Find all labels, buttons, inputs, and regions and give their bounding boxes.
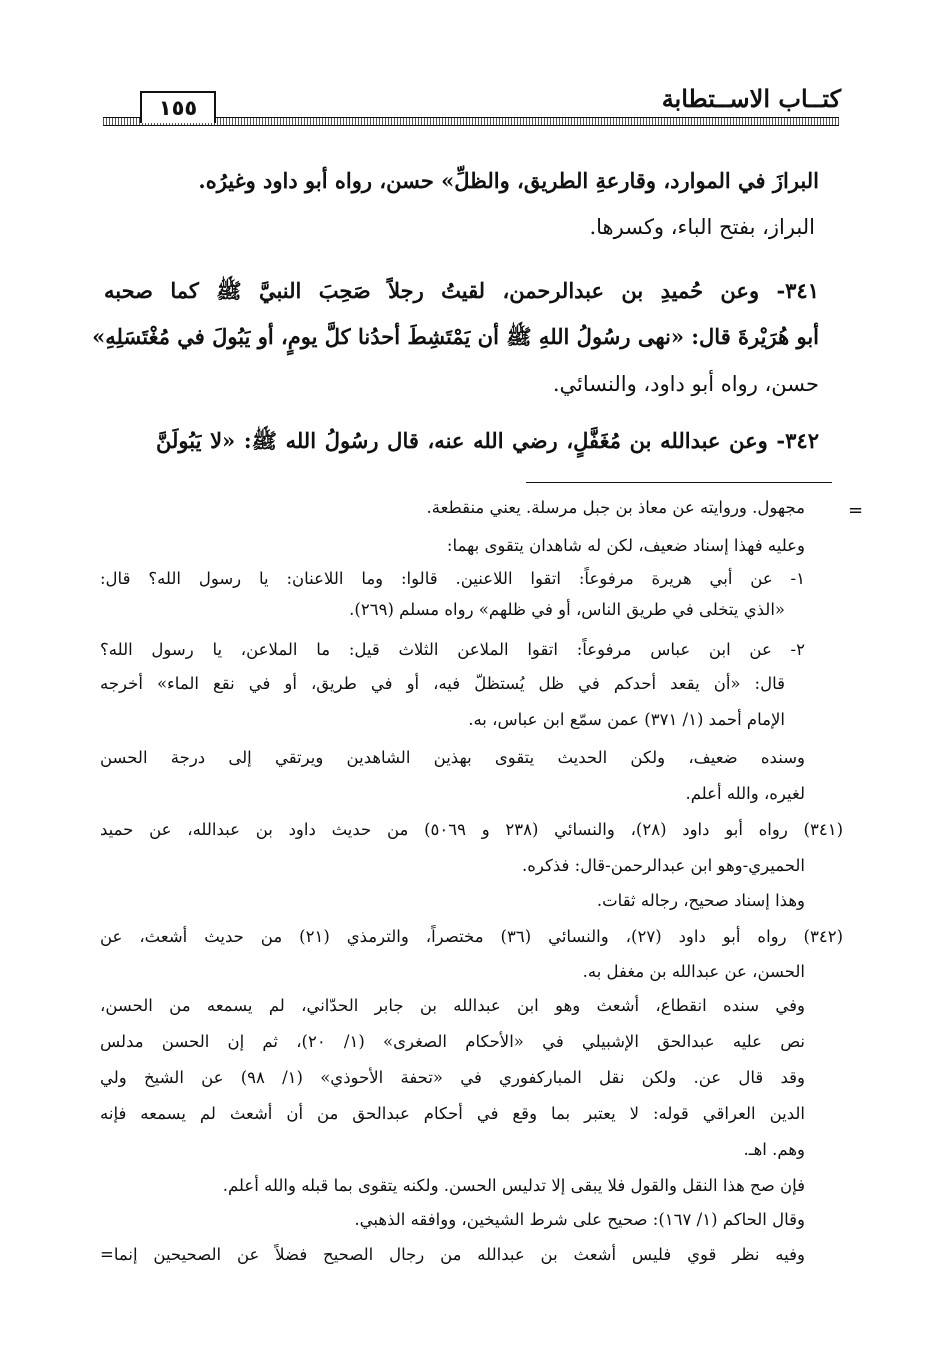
footnote-line: ٢- عن ابن عباس مرفوعاً: اتقوا الملاعن الثلاث قيل: ما الملاعن، يا رسول الله؟ bbox=[100, 640, 805, 659]
footnote-342-line: فإن صح هذا النقل والقول فلا يبقى إلا تدليس الحسن. ولكنه يتقوى بما قبله والله أعلم. bbox=[222, 1176, 805, 1195]
footnote-342-line: نص عليه عبدالحق الإشبيلي في «الأحكام الصغرى» (١/ ٢٠)، ثم إن الحسن مدلس bbox=[100, 1032, 805, 1051]
footnote-342-line: وفيه نظر قوي فليس أشعث بن عبدالله من رجال الصحيح فضلاً عن الصحيحين إنما= bbox=[100, 1245, 805, 1264]
chapter-title: كتــاب الاســتطابة bbox=[661, 84, 841, 113]
hadith-341-line: ٣٤١- وعن حُميدِ بن عبدالرحمن، لقيتُ رجلاً صَحِبَ النبيَّ ﷺ كما صحبه bbox=[104, 278, 819, 303]
continuation-mark: = bbox=[848, 500, 864, 521]
footnote-line: وعليه فهذا إسناد ضعيف، لكن له شاهدان يتقوى بهما: bbox=[446, 536, 805, 555]
footnote-341-line: الحميري-وهو ابن عبدالرحمن-قال: فذكره. bbox=[522, 856, 805, 875]
hadith-341-line: حسن، رواه أبو داود، والنسائي. bbox=[552, 372, 819, 396]
footnote-line: ١- عن أبي هريرة مرفوعاً: اتقوا اللاعنين. قالوا: وما اللاعنان: يا رسول الله؟ قال: bbox=[100, 569, 805, 588]
footnote-341-line: وهذا إسناد صحيح، رجاله ثقات. bbox=[596, 891, 805, 910]
footnote-342-line: وهم. اهـ. bbox=[743, 1140, 805, 1159]
footnote-line: وسنده ضعيف، ولكن الحديث يتقوى بهذين الشاهدين ويرتقي إلى درجة الحسن bbox=[100, 748, 805, 767]
main-text-line: البرازَ في الموارد، وقارعةِ الطريق، والظلِّ» حسن، رواه أبو داود وغيرُه. bbox=[198, 168, 819, 193]
footnote-separator bbox=[526, 482, 832, 483]
footnote-342-line: الحسن، عن عبدالله بن مغفل به. bbox=[582, 962, 805, 981]
footnote-line: «الذي يتخلى في طريق الناس، أو في ظلهم» رواه مسلم (٢٦٩). bbox=[349, 600, 785, 619]
footnote-341-line: (٣٤١) رواه أبو داود (٢٨)، والنسائي (٢٣٨ و ٥٠٦٩) من حديث داود بن عبدالله، عن حميد bbox=[100, 820, 844, 839]
footnote-line: لغيره، والله أعلم. bbox=[685, 784, 805, 803]
footnote-line: الإمام أحمد (١/ ٣٧١) عمن سمّع ابن عباس، به. bbox=[468, 710, 785, 729]
page-number: ١٥٥ bbox=[140, 91, 216, 123]
footnote-line: مجهول. وروايته عن معاذ بن جبل مرسلة. يعني منقطعة. bbox=[426, 498, 805, 517]
footnote-342-line: وقال الحاكم (١/ ١٦٧): صحيح على شرط الشيخين، ووافقه الذهبي. bbox=[354, 1210, 805, 1229]
footnote-342-line: وفي سنده انقطاع، أشعث وهو ابن عبدالله بن جابر الحدّاني، لم يسمعه من الحسن، bbox=[100, 996, 805, 1015]
footnote-342-line: وقد قال عن. ولكن نقل المباركفوري في «تحفة الأحوذي» (١/ ٩٨) عن الشيخ ولي bbox=[100, 1068, 805, 1087]
footnote-342-line: الدين العراقي قوله: لا يعتبر بما وقع في أحكام عبدالحق من أن أشعث لم يسمعه فإنه bbox=[100, 1104, 805, 1123]
main-text-line: البراز، بفتح الباء، وكسرها. bbox=[589, 215, 815, 239]
footnote-line: قال: «أن يقعد أحدكم في ظل يُستظلّ فيه، أو في طريق، أو في نقع الماء» أخرجه bbox=[100, 674, 785, 693]
footnote-342-line: (٣٤٢) رواه أبو داود (٢٧)، والنسائي (٣٦) مختصراً، والترمذي (٢١) من حديث أشعث، عن bbox=[100, 927, 844, 946]
hadith-342-line: ٣٤٢- وعن عبدالله بن مُغَفَّلٍ، رضي الله عنه، قال رسُولُ الله ﷺ: «لا يَبُولَنَّ bbox=[156, 428, 819, 453]
hadith-341-line: أبو هُرَيْرةَ قال: «نهى رسُولُ اللهِ ﷺ أن يَمْتَشِطَ أحدُنا كلَّ يومٍ، أو يَبُولَ في مُغْتَسَلِهِ» bbox=[92, 324, 819, 349]
